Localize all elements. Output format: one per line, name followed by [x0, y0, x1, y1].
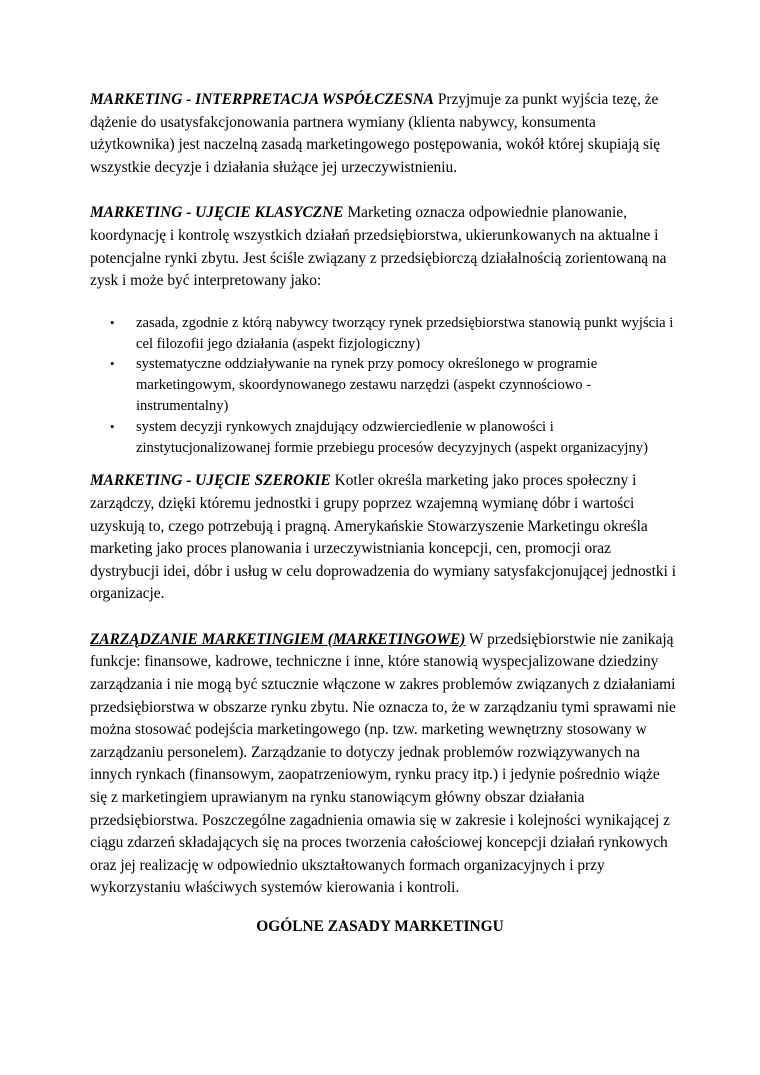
document-body	[90, 89, 680, 923]
list-item	[110, 354, 680, 416]
list-item-text: systematyczne oddziaływanie na rynek przy pomocy określonego w programie marketingowym, skoordynowanego zestawu narzędzi (aspekt czynnościowo - instrumentalny)	[136, 356, 598, 414]
list-item-text: system decyzji rynkowych znajdujący odzwierciedlenie w planowości i zinstytucjonalizowanej formie przebiegu procesów decyzyjnych (aspekt organizacyjny)	[136, 418, 648, 456]
section-text-ujecie-klasyczne: Marketing oznacza odpowiednie planowanie, koordynację i kontrolę wszystkich działań przedsiębiorstwa, ukierunkowanych na aktualne i potencjalne rynki zbytu. Jest ściśle związany z przedsiębiorczą działalnością zorientowaną na zysk i może być interpretowany jako:	[90, 204, 667, 290]
list-item	[110, 313, 680, 355]
bullet-icon: •	[110, 418, 115, 434]
paragraph-ujecie-szerokie	[90, 470, 680, 606]
section-title-zarzadzanie-marketingiem: ZARZĄDZANIE MARKETINGIEM (MARKETINGOWE)	[90, 630, 466, 648]
section-title-ujecie-szerokie: MARKETING - UJĘCIE SZEROKIE	[90, 472, 331, 490]
paragraph-zarzadzanie-marketingiem	[90, 629, 680, 900]
paragraph-interpretacja-wspolczesna	[90, 89, 680, 179]
section-text-zarzadzanie-marketingiem: W przedsiębiorstwie nie zanikają funkcje: finansowe, kadrowe, techniczne i inne, które stanowią wyspecjalizowane dziedziny zarządzania i nie mogą być sztucznie włączone w zakres problemów związanych z działaniami przedsiębiorstwa w obszarze rynku zbytu. Nie oznacza to, że w zarządzaniu tymi sprawami nie można stosować podejścia marketingowego (np. tzw. marketing wewnętrzny stosowany w zarządzaniu personelem). Zarządzanie to dotyczy jednak problemów rozwiązywanych na innych rynkach (finansowym, zaopatrzeniowym, rynku pracy itp.) i jedynie pośrednio wiąże się z marketingiem uprawianym na rynku stanowiącym główny obszar działania przedsiębiorstwa. Poszczególne zagadnienia omawia się w zakresie i kolejności wynikającej z ciągu zdarzeń składających się na proces tworzenia całościowej koncepcji działań rynkowych oraz jej realizację w odpowiednio ukształtowanych formach organizacyjnych i przy wykorzystaniu właściwych systemów kierowania i kontroli.	[90, 630, 676, 897]
list-item	[110, 417, 680, 459]
bullet-list	[90, 313, 680, 459]
section-heading: OGÓLNE ZASADY MARKETINGU	[256, 918, 504, 935]
section-text-ujecie-szerokie: Kotler określa marketing jako proces społeczny i zarządczy, dzięki któremu jednostki i grupy poprzez wzajemną wymianę dóbr i wartości uzyskują to, czego potrzebują i pragną. Amerykańskie Stowarzyszenie Marketingu określa marketing jako proces planowania i urzeczywistniania koncepcji, cen, promocji oraz dystrybucji idei, dóbr i usług w celu doprowadzenia do wymiany satysfakcjonującej jednostki i organizacje.	[90, 472, 676, 603]
section-title-ujecie-klasyczne: MARKETING - UJĘCIE KLASYCZNE	[90, 204, 344, 222]
list-item-text: zasada, zgodnie z którą nabywcy tworzący rynek przedsiębiorstwa stanowią punkt wyjścia i cel filozofii jego działania (aspekt fizjologiczny)	[136, 314, 674, 352]
bullet-icon: •	[110, 314, 115, 330]
bullet-icon: •	[110, 356, 115, 372]
paragraph-ujecie-klasyczne	[90, 202, 680, 292]
section-text-interpretacja-wspolczesna: Przyjmuje za punkt wyjścia tezę, że dążenie do usatysfakcjonowania partnera wymiany (klienta nabywcy, konsumenta użytkownika) jest naczelną zasadą marketingowego postępowania, wokół której skupiają się wszystkie decyzje i działania służące jej urzeczywistnieniu.	[90, 91, 661, 176]
section-title-interpretacja-wspolczesna: MARKETING - INTERPRETACJA WSPÓŁCZESNA	[90, 91, 434, 108]
